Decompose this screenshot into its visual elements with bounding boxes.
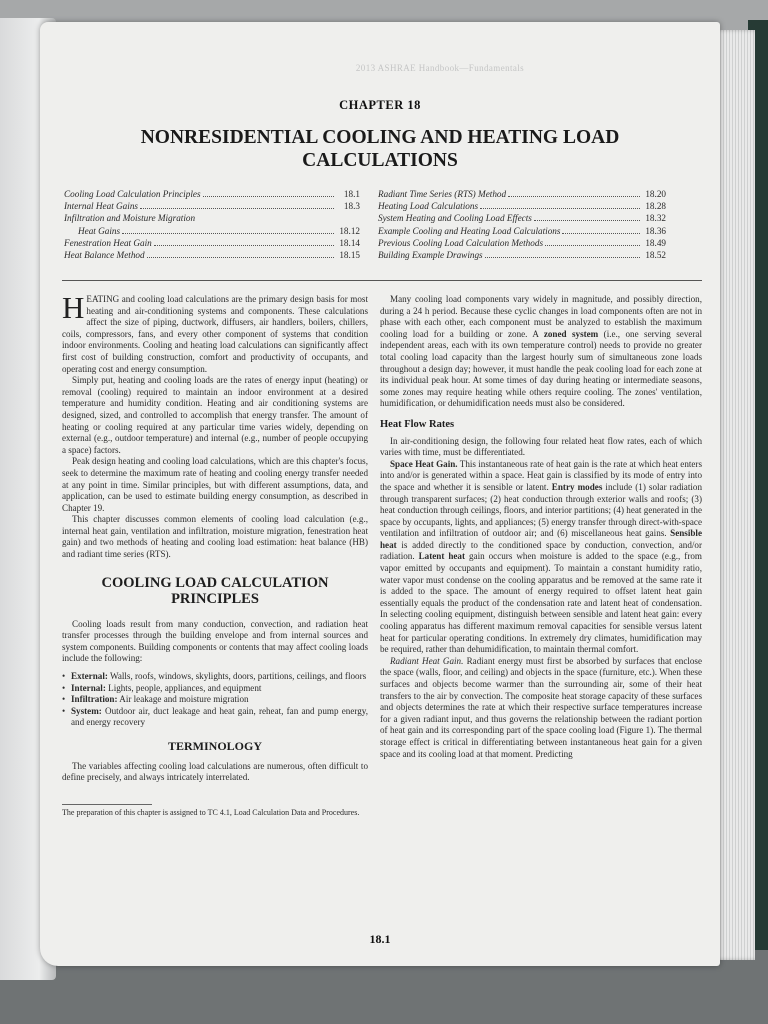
toc-leader-dots bbox=[140, 208, 334, 209]
text-run: This instantaneous rate of heat gain is the rate at which heat enters into and/or is generated within a space. Heat gain is classified by its mode of entry into the space and whether it is sensible or latent. bbox=[380, 458, 702, 492]
running-head: 2013 ASHRAE Handbook—Fundamentals bbox=[355, 63, 525, 73]
paragraph: Simply put, heating and cooling loads are the rates of energy input (heating) or removal (cooling) required to maintain an indoor environment at a desired temperature and humidity condition. Heating and air conditioning systems are designed, sized, and controlled to accomplish that energy transfer. The amount of heating or cooling required at any particular time varies widely, depending on external (e.g., outdoor temperature) and internal (e.g., number of people occupying a space) factors. bbox=[62, 375, 368, 455]
toc-entry-label: Heat Gains bbox=[78, 225, 121, 236]
paragraph bbox=[380, 294, 702, 410]
toc-leader-dots bbox=[154, 245, 334, 246]
heat-flow-heading: Heat Flow Rates bbox=[380, 418, 455, 430]
paragraph: This chapter discusses common elements of cooling load calculation (e.g., internal heat gain, ventilation and infiltration, moisture migration, fenestration heat gain) and two methods of heating and cooling load estimation: heat balance (HB) and radiant time series (RTS). bbox=[62, 514, 368, 560]
list-term: System: bbox=[71, 705, 102, 716]
paragraph: Cooling loads result from many conduction, convection, and radiation heat transfer processes through the building envelope and from internal sources and system components. Building components or contents that may affect cooling loads include the following: bbox=[62, 618, 368, 664]
text-run: include (1) solar radiation through transparent surfaces; (2) heat conduction through exterior walls and roofs; (3) heat conduction through ceilings, floors, and interior partitions; (4) heat generated in the space by occupants, lights, and appliances; (5) energy transfer through direct-with-space ventilation and infiltration of outdoor air; and (6) miscellaneous heat gains. bbox=[380, 481, 702, 539]
toc-entry bbox=[64, 249, 360, 261]
toc-leader-dots bbox=[147, 257, 334, 258]
toc-entry-page: 18.32 bbox=[645, 213, 666, 224]
toc-entry-page: 18.36 bbox=[645, 225, 666, 236]
header-rule bbox=[62, 280, 702, 281]
toc-leader-dots bbox=[508, 196, 640, 197]
toc-entry-label: Previous Cooling Load Calculation Methods bbox=[378, 237, 544, 248]
toc-entry-label: Cooling Load Calculation Principles bbox=[64, 189, 201, 199]
list-text: Outdoor air, duct leakage and heat gain, reheat, fan and pump energy, and energy recovery bbox=[71, 705, 368, 728]
list-item bbox=[62, 706, 368, 729]
toc-leader-dots bbox=[485, 257, 640, 258]
intro-paragraph bbox=[62, 290, 368, 375]
toc-entry-page: 18.28 bbox=[645, 201, 666, 212]
text-run: Radiant energy must first be absorbed by surfaces that enclose the space (walls, floor, and ceiling) and objects in the space (furniture, etc.). When these surfaces and objects become warmer than the surrounding air, some of their heat transfers to the air by convection. The composite heat storage capacity of these surfaces and objects determines the rate at which their respective surface temperatures increase for a given radiant input, and thus governs the relationship between the radiant portion of heat gain and its corresponding part of the space cooling load (Figure 1). The thermal storage effect is critical in differentiating between instantaneous heat gain for a given space and its cooling load at that moment. Predicting bbox=[380, 655, 702, 759]
section-heading: COOLING LOAD CALCULATION PRINCIPLES bbox=[101, 574, 329, 607]
toc-entry-label: Radiant Time Series (RTS) Method bbox=[378, 189, 507, 199]
toc-leader-dots bbox=[203, 196, 334, 197]
list-text: Walls, roofs, windows, skylights, doors, partitions, ceilings, and floors bbox=[107, 671, 367, 682]
toc-entry bbox=[378, 188, 666, 200]
toc-entry-page: 18.3 bbox=[343, 201, 360, 212]
toc-entry bbox=[64, 225, 360, 237]
list-term: External: bbox=[71, 671, 108, 682]
page-number: 18.1 bbox=[369, 932, 391, 946]
toc-entry bbox=[378, 249, 666, 261]
paragraph: The variables affecting cooling load calculations are numerous, often difficult to define precisely, and always intricately interrelated. bbox=[62, 760, 368, 783]
list-text: Air leakage and moisture migration bbox=[117, 694, 249, 705]
footnote: The preparation of this chapter is assigned to TC 4.1, Load Calculation Data and Procedures. bbox=[62, 807, 360, 817]
toc-entry-page: 18.52 bbox=[645, 250, 666, 261]
intro-text: EATING and cooling load calculations are the primary design basis for most heating and air-conditioning systems and components. These calculations affect the size of piping, ductwork, diffusers, air handlers, boilers, chillers, coils, compressors, fans, and every other component of systems that condition indoor environments. Cooling and heating load calculations can significantly affect first cost of building construction, comfort and productivity of occupants, and operating cost and energy consumption. bbox=[62, 294, 368, 374]
toc-entry bbox=[378, 212, 666, 224]
toc-leader-dots bbox=[122, 233, 334, 234]
defined-term: Entry modes bbox=[551, 481, 603, 492]
paragraph: In air-conditioning design, the following four related heat flow rates, each of which varies with time, must be differentiated. bbox=[380, 435, 702, 458]
toc-entry-label: Example Cooling and Heating Load Calculations bbox=[378, 225, 561, 236]
text-run: Many cooling load components vary widely in magnitude, and possibly direction, during a 24 h period. Because these cyclic changes in load components often are not in phase with each other, each component must be analyzed to establish the maximum cooling load for a building or zone. A bbox=[380, 294, 702, 339]
toc-entry-label: Fenestration Heat Gain bbox=[64, 237, 152, 248]
toc-left bbox=[64, 188, 360, 261]
paragraph: Peak design heating and cooling load calculations, which are this chapter's focus, seek to determine the maximum rate of heating and cooling energy transfer needed at any point in time. Similar principles, but with different assumptions, data, and application, can be used to estimate building energy consumption, as described in Chapter 19. bbox=[62, 456, 368, 513]
toc-entry-page: 18.49 bbox=[645, 237, 666, 248]
drop-cap: H bbox=[62, 290, 85, 325]
toc-leader-dots bbox=[545, 245, 640, 246]
toc-leader-dots bbox=[480, 208, 640, 209]
list-item bbox=[62, 671, 368, 683]
toc-entry bbox=[378, 200, 666, 212]
toc-entry-page: 18.15 bbox=[339, 250, 360, 261]
right-column bbox=[380, 294, 702, 760]
list-term: Infiltration: bbox=[71, 694, 118, 705]
text-run: is added directly to the conditioned space by conduction, convection, and/or radiation. bbox=[380, 539, 702, 562]
paragraph bbox=[380, 459, 702, 656]
toc-entry-page: 18.20 bbox=[645, 189, 666, 199]
toc-entry bbox=[64, 200, 360, 212]
toc-entry-page: 18.12 bbox=[339, 225, 360, 236]
list-item bbox=[62, 694, 368, 706]
text-run: (i.e., one serving several independent areas, each with its own temperature control) needs to provide no greater total cooling load capacity than the largest hourly sum of simultaneous zone loads throughout a design day; however, it must handle the peak cooling load for each zone at its individual peak hour. At some times of day during heating or intermediate seasons, some zones may require heating while others require cooling. The zones' ventilation, humidification, or dehumidification needs must also be considered. bbox=[380, 328, 702, 409]
toc-entry bbox=[64, 212, 360, 224]
toc-entry bbox=[378, 225, 666, 237]
toc-leader-dots bbox=[562, 233, 640, 234]
left-column bbox=[62, 290, 368, 818]
footnote-rule bbox=[62, 804, 152, 805]
toc-right bbox=[378, 188, 666, 261]
toc-entry-page: 18.14 bbox=[339, 237, 360, 248]
text-run: gain occurs when moisture is added to the space (e.g., from vapor emitted by occupants and equipment). To maintain a constant humidity ratio, water vapor must condense on the cooling apparatus and be removed at the same rate it is added to the space. The amount of energy required to offset latent heat gain essentially equals the product of the condensation rate and latent heat of condensation. In selecting cooling equipment, distinguish between sensible and latent heat gain: every cooling apparatus has different maximum removal capacities for sensible versus latent heat for particular operating conditions. In extremely dry climates, humidification may be required, rather than dehumidification, to maintain thermal comfort. bbox=[380, 551, 702, 655]
run-in-heading: Space Heat Gain. bbox=[390, 458, 458, 469]
list-item bbox=[62, 683, 368, 695]
paragraph bbox=[380, 656, 702, 760]
toc-entry-label: Internal Heat Gains bbox=[64, 201, 139, 212]
toc-entry-label: System Heating and Cooling Load Effects bbox=[378, 213, 532, 224]
terminology-heading: TERMINOLOGY bbox=[167, 739, 262, 753]
toc-entry-label: Heat Balance Method bbox=[64, 250, 145, 261]
defined-term: Sensible heat bbox=[380, 528, 702, 550]
list-text: Lights, people, appliances, and equipment bbox=[105, 682, 262, 693]
toc-leader-dots bbox=[534, 220, 640, 221]
run-in-heading: Radiant Heat Gain. bbox=[390, 655, 464, 666]
toc-entry-label: Infiltration and Moisture Migration bbox=[64, 213, 196, 224]
component-list bbox=[62, 671, 368, 729]
toc-entry bbox=[378, 237, 666, 249]
defined-term: Latent heat bbox=[418, 551, 465, 562]
toc-entry bbox=[64, 237, 360, 249]
toc-entry-label: Heating Load Calculations bbox=[378, 201, 479, 212]
toc-entry-label: Building Example Drawings bbox=[378, 250, 483, 261]
chapter-title: NONRESIDENTIAL COOLING AND HEATING LOAD CALCULATIONS bbox=[140, 127, 620, 171]
list-term: Internal: bbox=[71, 682, 106, 693]
chapter-label: CHAPTER 18 bbox=[339, 98, 421, 112]
book-page bbox=[40, 22, 720, 966]
toc-entry bbox=[64, 188, 360, 200]
toc-entry-page: 18.1 bbox=[343, 189, 360, 199]
defined-term: zoned system bbox=[543, 328, 599, 339]
